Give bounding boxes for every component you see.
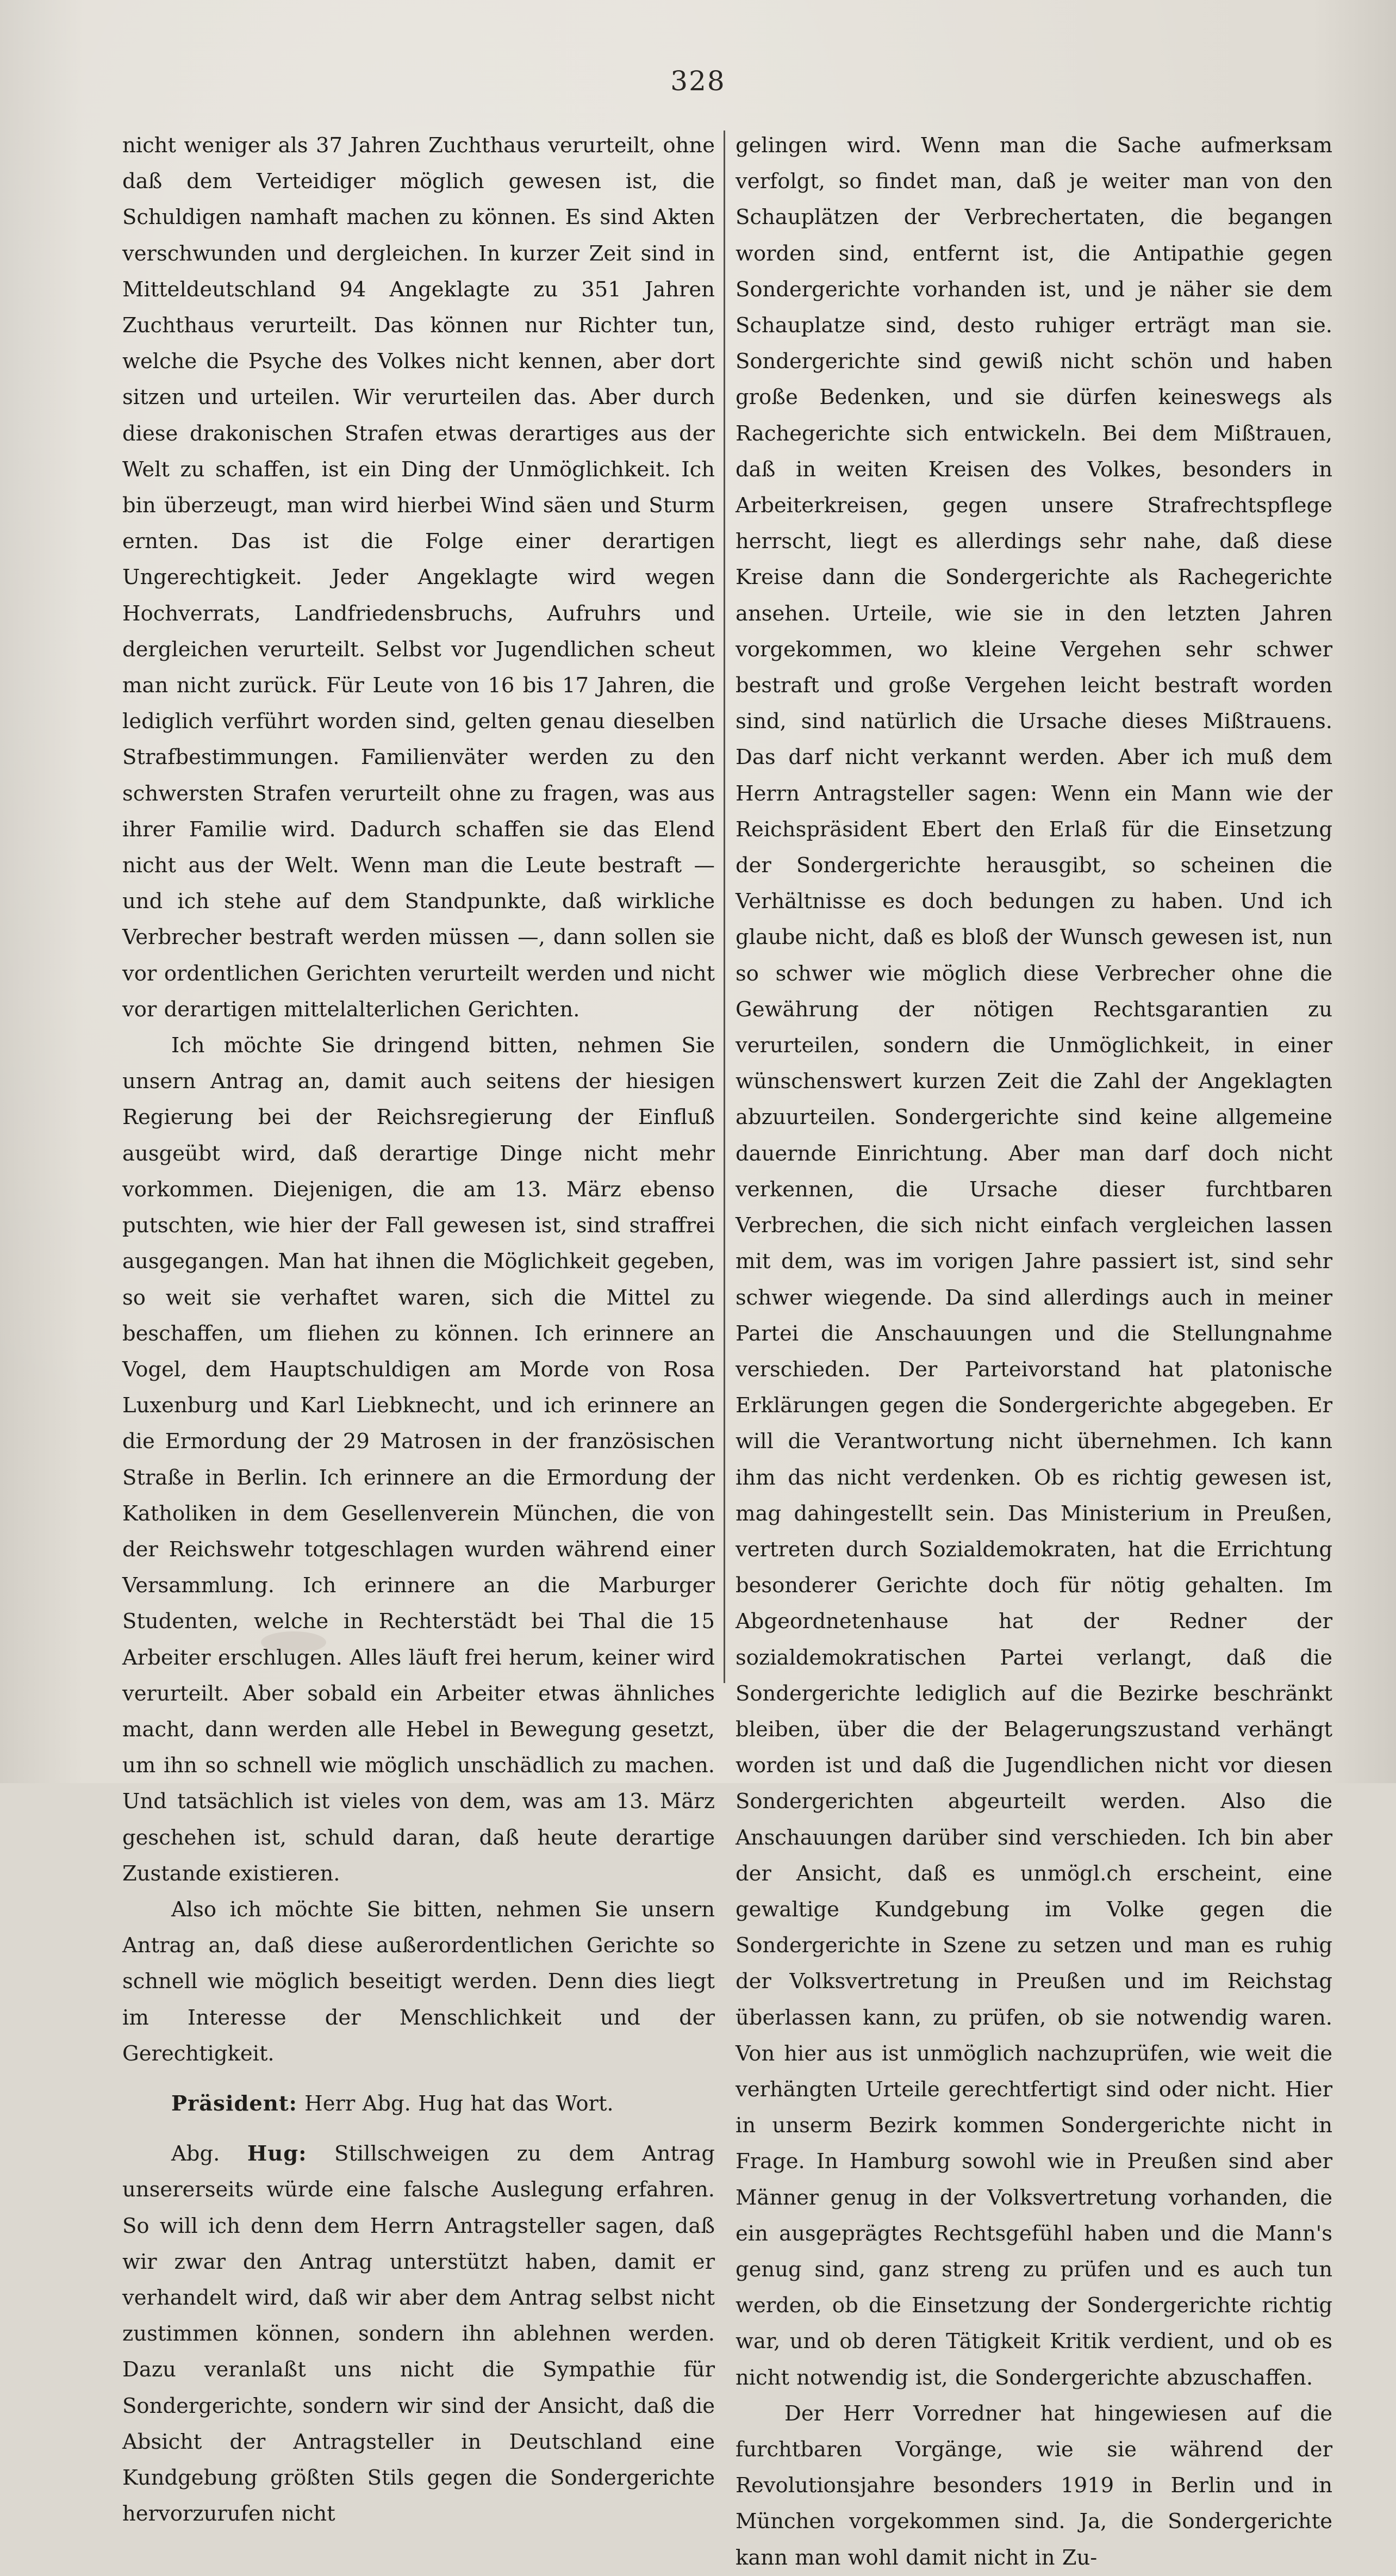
- left-paragraph-1: nicht weniger als 37 Jahren Zuchthaus verurteilt, ohne daß dem Verteidiger möglich gewesen ist, die Schuldigen namhaft machen zu können. Es sind Akten verschwunden und dergleichen. In kurzer Zeit sind in Mitteldeutschland 94 Angeklagte zu 351 Jahren Zuchthaus verurteilt. Das können nur Richter tun, welche die Psyche des Volkes nicht kennen, aber dort sitzen und urteilen. Wir verurteilen das. Aber durch diese drakonischen Strafen etwas derartiges aus der Welt zu schaffen, ist ein Ding der Unmöglichkeit. Ich bin überzeugt, man wird hierbei Wind säen und Sturm ernten. Das ist die Folge einer derartigen Ungerechtigkeit. Jeder Angeklagte wird wegen Hochverrats, Landfriedensbruchs, Aufruhrs und dergleichen verurteilt. Selbst vor Jugendlichen scheut man nicht zurück. Für Leute von 16 bis 17 Jahren, die lediglich verführt worden sind, gelten genau dieselben Strafbestimmungen. Familienväter werden zu den schwersten Strafen verurteilt ohne zu fragen, was aus ihrer Familie wird. Dadurch schaffen sie das Elend nicht aus der Welt. Wenn man die Leute bestraft — und ich stehe auf dem Standpunkte, daß wirkliche Verbrecher bestraft werden müssen —, dann sollen sie vor ordentlichen Gerichten verurteilt werden und nicht vor derartigen mittelalterlichen Gerichten.: [122, 133, 715, 1022]
- page-number: 328: [670, 65, 726, 97]
- left-paragraph-3: Also ich möchte Sie bitten, nehmen Sie unsern Antrag an, daß diese außerordentlichen Gerichte so schnell wie möglich beseitigt werden. Denn dies liegt im Interesse der Menschlichkeit und der Gerechtigkeit.: [122, 1897, 715, 2066]
- left-paragraph-2: Ich möchte Sie dringend bitten, nehmen Sie unsern Antrag an, damit auch seitens der hiesigen Regierung bei der Reichsregierung der Einfluß ausgeübt wird, daß derartige Dinge nicht mehr vorkommen. Diejenigen, die am 13. März ebenso putschten, wie hier der Fall gewesen ist, sind straffrei ausgegangen. Man hat ihnen die Möglichkeit gegeben, so weit sie verhaftet waren, sich die Mittel zu beschaffen, um fliehen zu können. Ich erinnere an Vogel, dem Hauptschuldigen am Morde von Rosa Luxenburg und Karl Liebknecht, und ich erinnere an die Ermordung der 29 Matrosen in der französischen Straße in Berlin. Ich erinnere an die Ermordung der Katholiken in dem Gesellenverein München, die von der Reichswehr totgeschlagen wurden während einer Versammlung. Ich erinnere an die Marburger Studenten, welche in Rechterstädt bei Thal die 15 Arbeiter erschlugen. Alles läuft frei herum, keiner wird verurteilt. Aber sobald ein Arbeiter etwas ähnliches macht, dann werden alle Hebel in Bewegung gesetzt, um ihn so schnell wie möglich unschädlich zu machen. Und tatsächlich ist vieles von dem, was am 13. März geschehen ist, schuld daran, daß heute derartige Zustande existieren.: [122, 1033, 715, 1886]
- president-label: Präsident:: [171, 2091, 297, 2116]
- left-column: [122, 128, 715, 2532]
- paper-stain: [261, 1631, 326, 1653]
- right-paragraph-2: Der Herr Vorredner hat hingewiesen auf die furchtbaren Vorgänge, wie sie während der Revolutionsjahre besonders 1919 in Berlin und in München vorgekommen sind. Ja, die Sondergerichte kann man wohl damit nicht in Zu-: [736, 2401, 1332, 2570]
- right-paragraph-1: gelingen wird. Wenn man die Sache aufmerksam verfolgt, so findet man, daß je weiter man von den Schauplätzen der Verbrechertaten, die begangen worden sind, entfernt ist, die Antipathie gegen Sondergerichte vorhanden ist, und je näher sie dem Schauplatze sind, desto ruhiger erträgt man sie. Sondergerichte sind gewiß nicht schön und haben große Bedenken, und sie dürfen keineswegs als Rachegerichte sich entwickeln. Bei dem Mißtrauen, daß in weiten Kreisen des Volkes, besonders in Arbeiterkreisen, gegen unsere Strafrechtspflege herrscht, liegt es allerdings sehr nahe, daß diese Kreise dann die Sondergerichte als Rachegerichte ansehen. Urteile, wie sie in den letzten Jahren vorgekommen, wo kleine Vergehen sehr schwer bestraft und große Vergehen leicht bestraft worden sind, sind natürlich die Ursache dieses Mißtrauens. Das darf nicht verkannt werden. Aber ich muß dem Herrn Antragsteller sagen: Wenn ein Mann wie der Reichspräsident Ebert den Erlaß für die Einsetzung der Sondergerichte herausgibt, so scheinen die Verhältnisse es doch bedungen zu haben. Und ich glaube nicht, daß es bloß der Wunsch gewesen ist, nun so schwer wie möglich diese Verbrecher ohne die Gewährung der nötigen Rechtsgarantien zu verurteilen, sondern die Unmöglichkeit, in einer wünschenswert kurzen Zeit die Zahl der Angeklagten abzuurteilen. Sondergerichte sind keine allgemeine dauernde Einrichtung. Aber man darf doch nicht verkennen, die Ursache dieser furchtbaren Verbrechen, die sich nicht einfach vergleichen lassen mit dem, was im vorigen Jahre passiert ist, sind sehr schwer wiegende. Da sind allerdings auch in meiner Partei die Anschauungen und die Stellungnahme verschieden. Der Parteivorstand hat platonische Erklärungen gegen die Sondergerichte abgegeben. Er will die Verantwortung nicht übernehmen. Ich kann ihm das nicht verdenken. Ob es richtig gewesen ist, mag dahingestellt sein. Das Ministerium in Preußen, vertreten durch Sozialdemokraten, hat die Errichtung besonderer Gerichte doch für nötig gehalten. Im Abgeordnetenhause hat der Redner der sozialdemokratischen Partei verlangt, daß die Sondergerichte lediglich auf die Bezirke beschränkt bleiben, über die der Belagerungszustand verhängt worden ist und daß die Jugendlichen nicht vor diesen Sondergerichten abgeurteilt werden. Also die Anschauungen darüber sind verschieden. Ich bin aber der Ansicht, daß es unmögl.ch erscheint, eine gewaltige Kundgebung im Volke gegen die Sondergerichte in Szene zu setzen und man es ruhig der Volksvertretung in Preußen und im Reichstag überlassen kann, zu prüfen, ob sie notwendig waren. Von hier aus ist unmöglich nachzuprüfen, wie weit die verhängten Urteile gerechtfertigt sind oder nicht. Hier in unserm Bezirk kommen Sondergerichte nicht in Frage. In Hamburg sowohl wie in Preußen sind aber Männer genug in der Volksvertretung vorhanden, die ein ausgeprägtes Rechtsgefühl haben und die Mann's genug sind, ganz streng zu prüfen und es auch tun werden, ob die Einsetzung der Sondergerichte richtig war, und ob deren Tätigkeit Kritik verdient, und ob es nicht notwendig ist, die Sondergerichte abzuschaffen.: [736, 133, 1332, 2390]
- president-statement: [122, 2086, 715, 2122]
- hug-text: Stillschweigen zu dem Antrag unsererseits würde eine falsche Auslegung erfahren. So will ich denn dem Herrn Antragsteller sagen, daß wir zwar den Antrag unterstützt haben, damit er verhandelt wird, daß wir aber dem Antrag selbst nicht zustimmen können, sondern ihn ablehnen werden. Dazu veranlaßt uns nicht die Sympathie für Sondergerichte, sondern wir sind der Ansicht, daß die Absicht der Antragsteller in Deutschland eine Kundgebung größten Stils gegen die Sondergerichte hervorzurufen nicht: [122, 2142, 715, 2527]
- column-divider: [724, 131, 725, 1683]
- hug-label: Hug:: [247, 2142, 307, 2167]
- hug-prefix: Abg.: [171, 2142, 220, 2167]
- president-text: Herr Abg. Hug hat das Wort.: [304, 2091, 614, 2116]
- right-column: [736, 128, 1332, 2576]
- hug-statement: [122, 2136, 715, 2532]
